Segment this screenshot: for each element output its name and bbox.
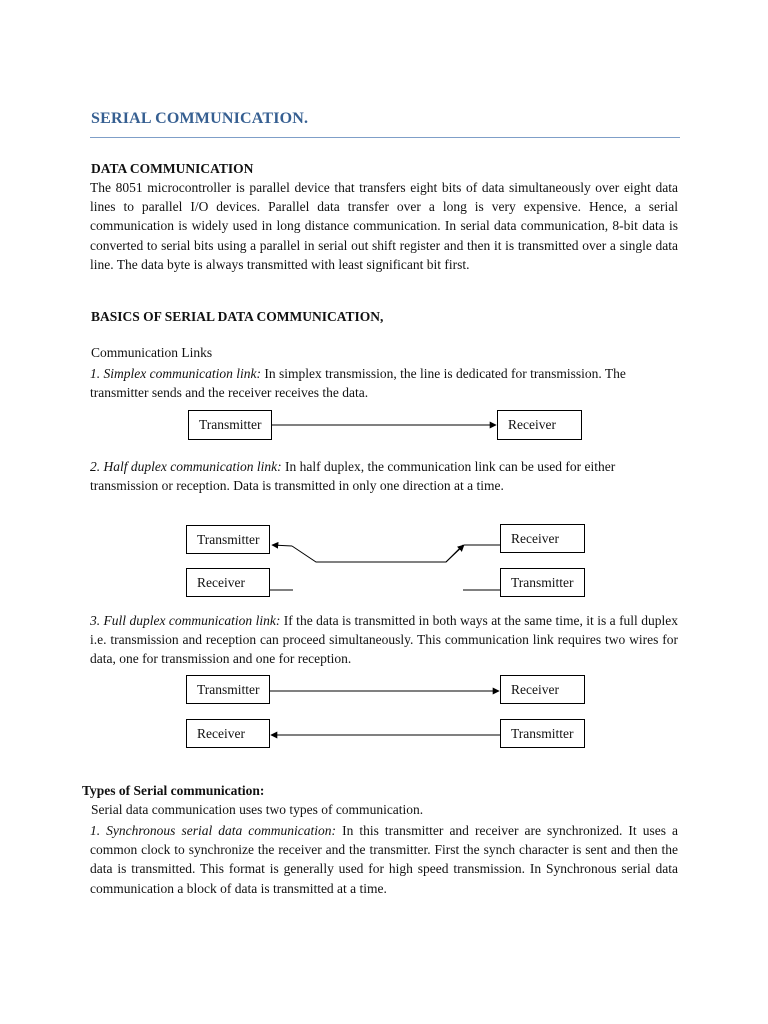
simplex-receiver-box: Receiver — [497, 410, 582, 440]
half-duplex-bottom-transmitter-box: Transmitter — [500, 568, 585, 597]
basics-heading: BASICS OF SERIAL DATA COMMUNICATION, — [91, 309, 384, 324]
half-duplex-bottom-receiver-box: Receiver — [186, 568, 270, 597]
types-heading: Types of Serial communication: — [82, 783, 265, 798]
full-duplex-top-transmitter-box: Transmitter — [186, 675, 270, 704]
page-title: SERIAL COMMUNICATION. — [91, 110, 309, 127]
communication-links-label: Communication Links — [91, 345, 213, 360]
full-duplex-body: If the data is transmitted in both ways at the same time, it is a full duplex i.e. transmission and reception can proceed simultaneously. This communication link requires two wires for data, one for transmission and one for reception. — [90, 613, 678, 667]
types-intro: Serial data communication uses two types of communication. — [91, 802, 424, 817]
half-duplex-link-line — [292, 545, 463, 562]
full-duplex-bottom-transmitter-box: Transmitter — [500, 719, 585, 748]
full-duplex-title: 3. Full duplex communication link: — [90, 613, 281, 628]
data-communication-paragraph: The 8051 microcontroller is parallel device that transfers eight bits of data simultaneously over eight data lines to parallel I/O devices. Parallel data transfer over a long is very expensive. Hence, a serial communication is widely used in long distance communication. In serial data communication, 8-bit data is converted to serial bits using a parallel in serial out shift register and then it is transmitted over a single data line. The data byte is always transmitted with least significant bit first. — [90, 180, 678, 272]
synchronous-body: In this transmitter and receiver are synchronized. It uses a common clock to synchronize the receiver and the transmitter. First the synch character is sent and then the data is transmitted. This format is generally used for high speed transmission. In Synchronous serial data communication a block of data is transmitted at a time. — [90, 823, 678, 896]
full-duplex-bottom-receiver-box: Receiver — [186, 719, 270, 748]
half-duplex-right-arrow — [446, 545, 464, 562]
half-duplex-top-receiver-box: Receiver — [500, 524, 585, 553]
half-duplex-top-transmitter-box: Transmitter — [186, 525, 270, 554]
synchronous-paragraph — [90, 821, 678, 898]
simplex-body: In simplex transmission, the line is dedicated for transmission. The transmitter sends and the receiver receives the data. — [90, 366, 626, 401]
synchronous-title: 1. Synchronous serial data communication: — [90, 823, 337, 838]
simplex-transmitter-box: Transmitter — [188, 410, 272, 440]
half-duplex-left-arrow — [272, 545, 292, 546]
half-duplex-title: 2. Half duplex communication link: — [90, 459, 282, 474]
simplex-title: 1. Simplex communication link: — [90, 366, 261, 381]
data-communication-heading: DATA COMMUNICATION — [91, 161, 254, 176]
full-duplex-top-receiver-box: Receiver — [500, 675, 585, 704]
half-duplex-body: In half duplex, the communication link can be used for either transmission or reception. Data is transmitted in only one direction at a time. — [90, 459, 616, 494]
